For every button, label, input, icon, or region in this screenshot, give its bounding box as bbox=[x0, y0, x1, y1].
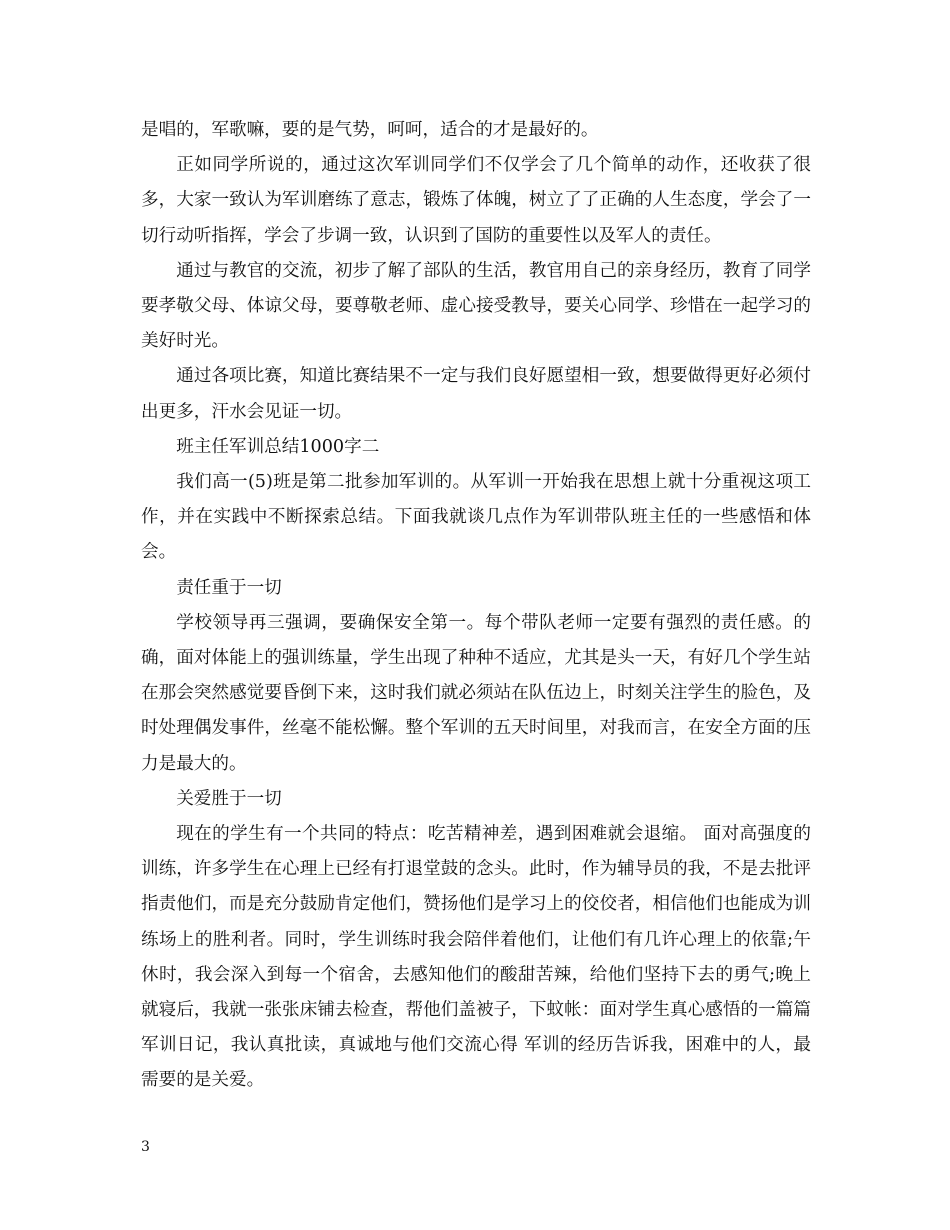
paragraph: 我们高一(5)班是第二批参加军训的。从军训一开始我在思想上就十分重视这项工作，并在实践中不断探索总结。下面我就谈几点作为军训带队班主任的一些感悟和体会。 bbox=[141, 472, 811, 563]
paragraph: 学校领导再三强调，要确保安全第一。每个带队老师一定要有强烈的责任感。的确，面对体能上的强训练量，学生出现了种种不适应，尤其是头一天，有好几个学生站在那会突然感觉要昏倒下来，这时我们就必须站在队伍边上，时刻关注学生的脸色，及时处理偶发事件，丝毫不能松懈。整个军训的五天时间里，对我而言，在安全方面的压力是最大的。 bbox=[141, 612, 811, 774]
page-number: 3 bbox=[141, 1139, 150, 1155]
paragraph-continued: 是唱的，军歌嘛，要的是气势，呵呵，适合的才是最好的。 bbox=[141, 120, 599, 140]
section-heading: 班主任军训总结1000字二 bbox=[176, 436, 380, 457]
paragraph: 现在的学生有一个共同的特点：吃苦精神差，遇到困难就会退缩。 面对高强度的训练，许多学生在心理上已经有打退堂鼓的念头。此时，作为辅导员的我，不是去批评指责他们，而是充分鼓励肯定他们，赞扬他们是学习上的佼佼者，相信他们也能成为训练场上的胜利者。同时，学生训练时我会陪伴着他们，让他们有几许心理上的依靠;午休时，我会深入到每一个宿舍，去感知他们的酸甜苦辣，给他们坚持下去的勇气;晚上就寝后，我就一张张床铺去检查，帮他们盖被子，下蚊帐：面对学生真心感悟的一篇篇军训日记，我认真批读，真诚地与他们交流心得 军训的经历告诉我，困难中的人，最需要的是关爱。 bbox=[141, 824, 811, 1091]
paragraph: 通过与教官的交流，初步了解了部队的生活，教官用自己的亲身经历，教育了同学要孝敬父母、体谅父母，要尊敬老师、虚心接受教导，要关心同学、珍惜在一起学习的美好时光。 bbox=[141, 260, 811, 352]
subsection-heading: 责任重于一切 bbox=[176, 577, 282, 598]
paragraph: 正如同学所说的，通过这次军训同学们不仅学会了几个简单的动作，还收获了很多，大家一致认为军训磨练了意志，锻炼了体魄，树立了了正确的人生态度，学会了一切行动听指挥，学会了步调一致，认识到了国防的重要性以及军人的责任。 bbox=[141, 155, 811, 246]
paragraph: 通过各项比赛，知道比赛结果不一定与我们良好愿望相一致，想要做得更好必须付出更多，汗水会见证一切。 bbox=[141, 366, 811, 422]
document-body bbox=[141, 113, 811, 1099]
subsection-heading: 关爱胜于一切 bbox=[176, 788, 282, 809]
